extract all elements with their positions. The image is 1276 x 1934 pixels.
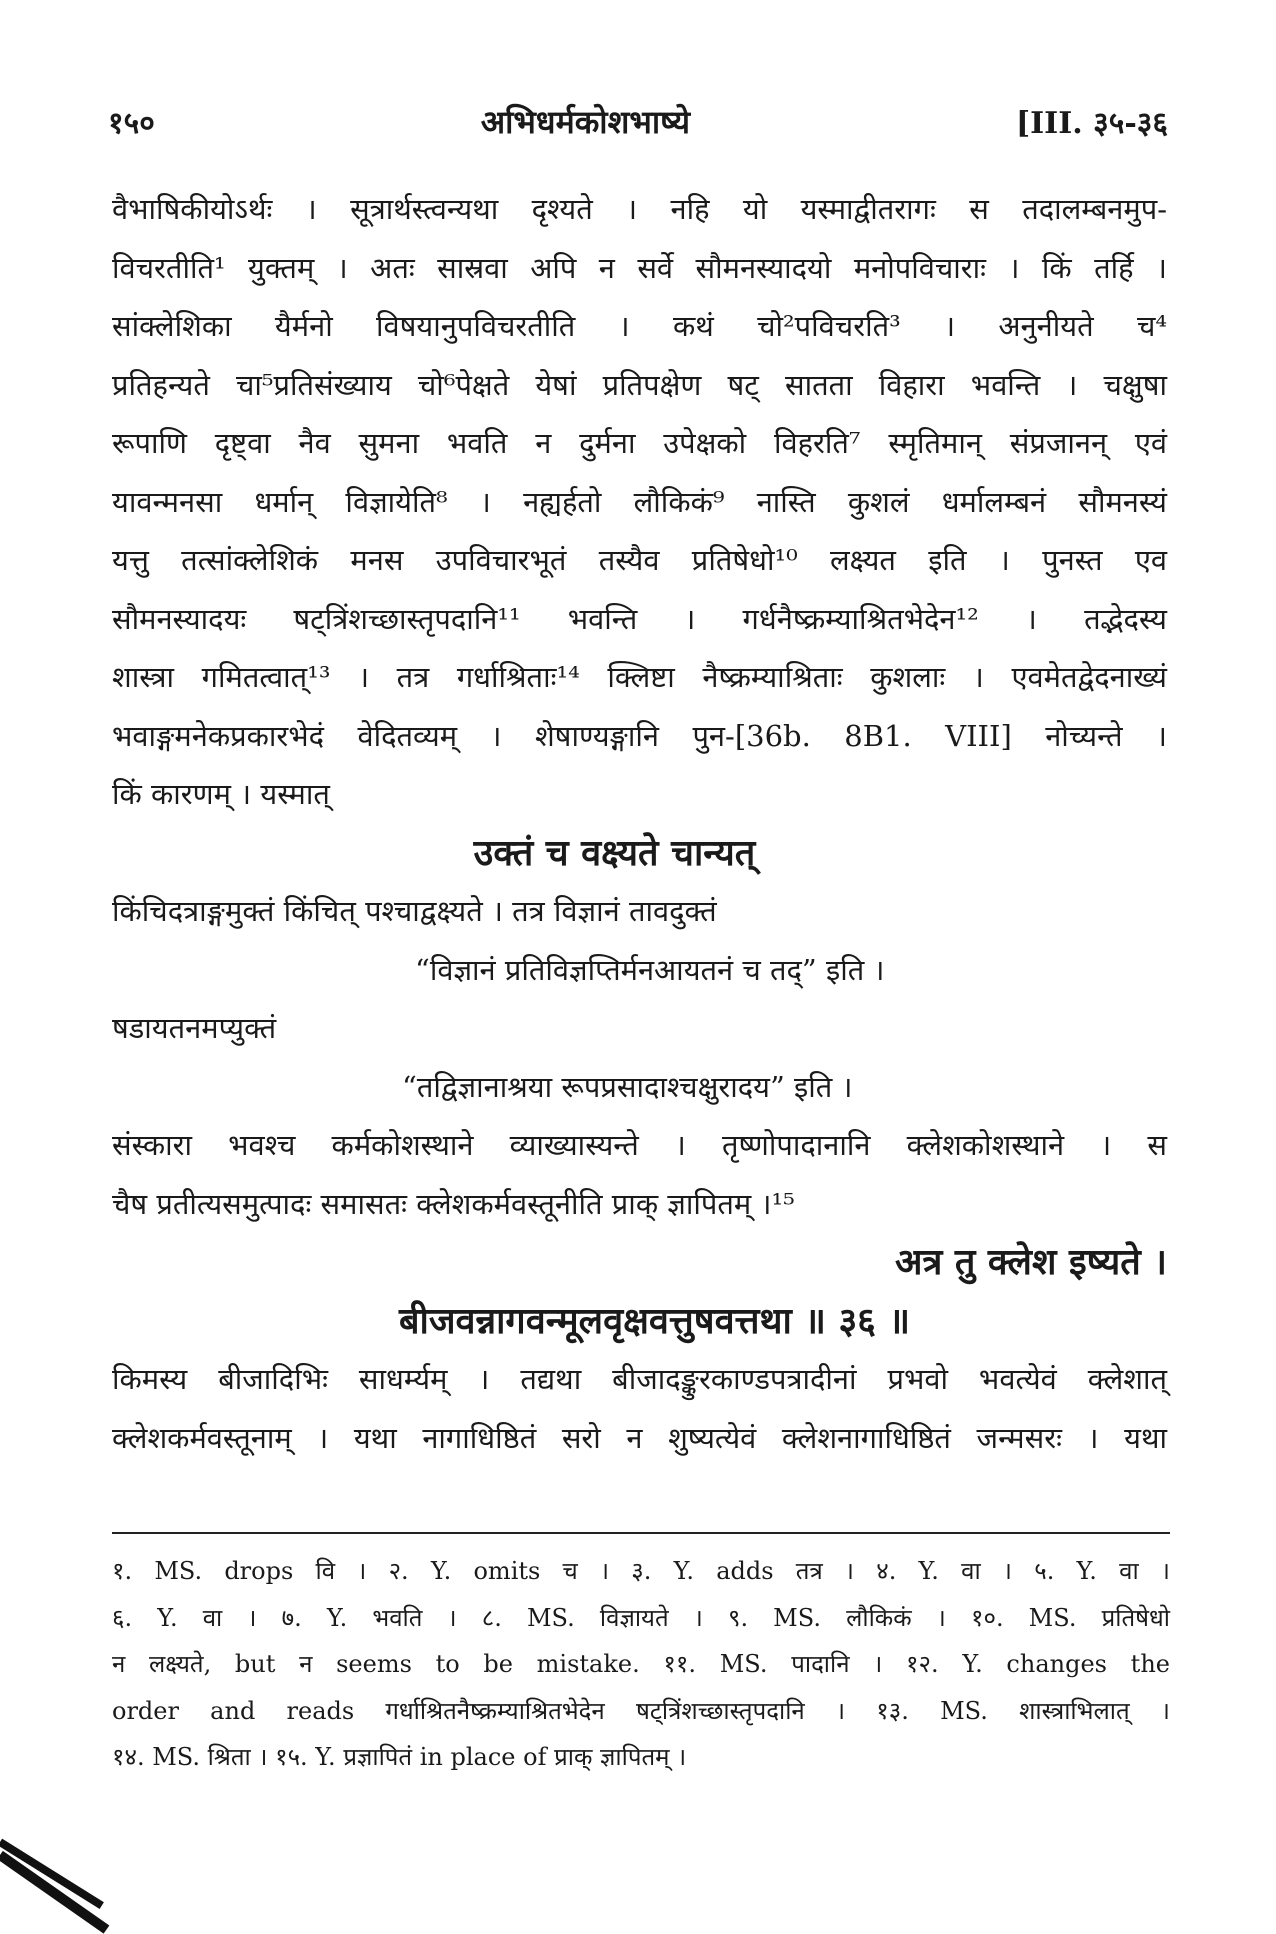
footnote-line: १. MS. drops वि । २. Y. omits च । ३. Y. adds तत्र । ४. Y. वा । ५. Y. वा । — [112, 1557, 1170, 1585]
footnote-line: order and reads गर्धाश्रितनैष्क्रम्याश्रितभेदेन षट्त्रिंशच्छास्तृपदानि । १३. MS. शास्त्राभिलात् । — [112, 1696, 1170, 1725]
text-line: विचरतीति¹ युक्तम् । अतः सास्रवा अपि न सर्वे सौमनस्यादयो मनोपविचाराः । किं तर्हि । — [112, 250, 1167, 285]
text-line: किं कारणम् । यस्मात् — [112, 777, 330, 811]
footnote-line: १४. MS. श्रिता । १५. Y. प्रज्ञापितं in place of प्राक् ज्ञापितम् । — [112, 1743, 687, 1771]
karika-verse: उक्तं च वक्ष्यते चान्यत् — [473, 831, 756, 874]
karika-verse: अत्र तु क्लेश इष्यते । — [894, 1241, 1167, 1283]
text-line: संस्कारा भवश्च कर्मकोशस्थाने व्याख्यास्यन्ते । तृष्णोपादानानि क्लेशकोशस्थाने । स — [112, 1128, 1167, 1162]
footnote-line: न लक्ष्यते, but न seems to be mistake. ११. MS. पादानि । १२. Y. changes the — [112, 1650, 1170, 1678]
scan-artifact — [0, 1851, 109, 1934]
text-line: शास्त्रा गमितत्वात्¹³ । तत्र गर्धाश्रिताः¹⁴ क्लिष्टा नैष्क्रम्याश्रिताः कुशलाः । एवमेतद्वेदनाख्यं — [112, 660, 1167, 694]
page-header — [108, 100, 1168, 150]
text-line: भवाङ्गमनेकप्रकारभेदं वेदितव्यम् । शेषाण्यङ्गानि पुन-[36b. 8B1. VIII] नोच्यन्ते । — [112, 718, 1167, 753]
section-reference: [III. ३५-३६ — [1015, 106, 1168, 141]
text-line: रूपाणि दृष्ट्वा नैव सुमना भवति न दुर्मना उपेक्षको विहरति⁷ स्मृतिमान् संप्रजानन् एवं — [112, 426, 1167, 460]
footnotes — [112, 1548, 1170, 1781]
footnote-divider — [112, 1532, 1170, 1534]
text-line: सौमनस्यादयः षट्त्रिंशच्छास्तृपदानि¹¹ भवन्ति । गर्धनैष्क्रम्याश्रितभेदेन¹² । तद्भेदस्य — [112, 601, 1167, 636]
page-number: १५० — [108, 106, 155, 141]
text-line: यावन्मनसा धर्मान् विज्ञायेति⁸ । नह्यर्हतो लौकिकं⁹ नास्ति कुशलं धर्मालम्बनं सौमनस्यं — [112, 484, 1167, 519]
text-line: प्रतिहन्यते चा⁵प्रतिसंख्याय चो⁶पेक्षते येषां प्रतिपक्षेण षट् सातता विहारा भवन्ति । चक्षुषा — [112, 367, 1167, 402]
quotation: “तद्विज्ञानाश्रया रूपप्रसादाश्चक्षुरादय” इति । — [402, 1069, 853, 1104]
text-line: वैभाषिकीयोऽर्थः । सूत्रार्थस्त्वन्यथा दृश्यते । नहि यो यस्माद्वीतरागः स तदालम्बनमुप- — [112, 192, 1167, 226]
text-line: किमस्य बीजादिभिः साधर्म्यम् । तद्यथा बीजादङ्कुरकाण्डपत्रादीनां प्रभवो भवत्येवं क्लेशात् — [112, 1362, 1167, 1396]
text-line: यत्तु तत्सांक्लेशिकं मनस उपविचारभूतं तस्यैव प्रतिषेधो¹⁰ लक्ष्यत इति । पुनस्त एव — [112, 543, 1167, 577]
text-line: सांक्लेशिका यैर्मनो विषयानुपविचरतीति । कथं चो²पविचरति³ । अनुनीयते च⁴ — [112, 309, 1167, 343]
text-line: षडायतनमप्युक्तं — [112, 1011, 277, 1045]
running-title: अभिधर्मकोशभाष्ये — [480, 103, 691, 141]
scan-artifact — [0, 1839, 104, 1909]
main-text — [112, 180, 1167, 1467]
text-line: किंचिदत्राङ्गमुक्तं किंचित् पश्चाद्वक्ष्यते । तत्र विज्ञानं तावदुक्तं — [112, 894, 717, 928]
footnote-line: ६. Y. वा । ७. Y. भवति । ८. MS. विज्ञायते । ९. MS. लौकिकं । १०. MS. प्रतिषेधो — [112, 1603, 1170, 1632]
text-line: क्लेशकर्मवस्तूनाम् । यथा नागाधिष्ठितं सरो न शुष्यत्येवं क्लेशनागाधिष्ठितं जन्मसरः । यथा — [112, 1420, 1167, 1455]
text-line: चैष प्रतीत्यसमुत्पादः समासतः क्लेशकर्मवस्तूनीति प्राक् ज्ञापितम् ।¹⁵ — [112, 1186, 795, 1221]
karika-verse: बीजवन्नागवन्मूलवृक्षवत्तुषवत्तथा ॥ ३६ ॥ — [398, 1299, 911, 1342]
quotation: “विज्ञानं प्रतिविज्ञप्तिर्मनआयतनं च तद्” इति । — [415, 952, 885, 987]
